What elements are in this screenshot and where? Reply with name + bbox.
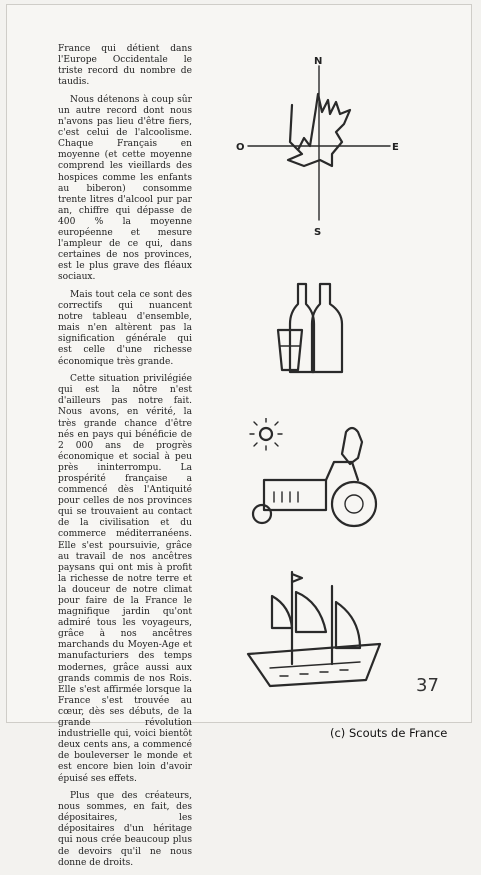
tractor-grille [274,492,298,502]
page-number: 37 [416,675,439,696]
sun-icon [250,418,282,450]
text-column [58,44,192,875]
ship-flag [292,574,302,582]
tractor-front-wheel [253,505,271,523]
ship-sail-1 [272,596,292,628]
tractor-rear-wheel [332,482,376,526]
bottles-illustration [268,278,358,378]
ship-illustration [240,562,390,697]
bottle-left [290,284,314,372]
paragraph-3: Mais tout cela ce sont des correctifs qui nuancent notre tableau d'ensemble, mais n'en altèrent pas la signification générale qui est celle d'une richesse économique très grande. [58,289,192,367]
copyright-notice: (c) Scouts de France [330,726,448,740]
tractor-seat [326,462,358,480]
tractor-body [264,480,326,510]
compass-east-label: E [392,142,399,153]
farmer-figure [342,428,362,464]
compass-illustration [232,50,412,240]
tractor-illustration [246,418,396,528]
paragraph-1: France qui détient dans l'Europe Occidentale le triste record du nombre de taudis. [58,44,192,88]
paragraph-2: Nous détenons à coup sûr un autre record dont nous n'avons pas lieu d'être fiers, c'est celui de l'alcoolisme. Chaque Français en moyenne (et cette moyenne comprend les vieillards des hospices comme les enfants au biberon) consomme trente litres d'alcool pur par an, chiffre qui dépasse de 400 % la moyenne européenne et mesure l'ampleur de ce qui, dans certaines de nos provinces, est le plus grave des fléaux sociaux. [58,94,192,283]
ship-sail-3 [336,602,360,648]
compass-north-label: N [314,56,323,67]
bottle-right [312,284,342,372]
ship-sail-2 [296,592,326,632]
compass-south-label: S [314,227,322,238]
paragraph-4: Cette situation privilégiée qui est la nôtre n'est d'ailleurs pas notre fait. Nous avons, en vérité, la très grande chance d'être nés en pays qui bénéficie de 2 000 ans de progrès économique et social à peu près ininterrompu. La prospérité française a commencé dès l'Antiquité pour celles de nos provinces qui se trouvaient au contact de la civilisation et du commerce méditerranéens. Elle s'est poursuivie, grâce au travail de nos ancêtres paysans qui ont mis à profit la richesse de notre terre et la douceur de notre climat pour faire de la France le magnifique jardin qu'ont admiré tous les voyageurs, grâce à nos ancêtres marchands du Moyen-Age et manufacturiers des temps modernes, grâce aussi aux grands commis de nos Rois. Elle s'est affirmée lorsque la France s'est trouvée au cœur, dès ses débuts, de la grande révolution industrielle qui, voici bientôt deux cents ans, a commencé de bouleverser le monde et est encore bien loin d'avoir épuisé ses effets. [58,374,192,784]
compass-west-label: O [236,142,245,153]
ship-hull-details [270,662,360,676]
paragraph-5: Plus que des créateurs, nous sommes, en fait, des dépositaires, les dépositaires d'un héritage qui nous crée beaucoup plus de devoirs qu'il ne nous donne de droits. [58,791,192,868]
